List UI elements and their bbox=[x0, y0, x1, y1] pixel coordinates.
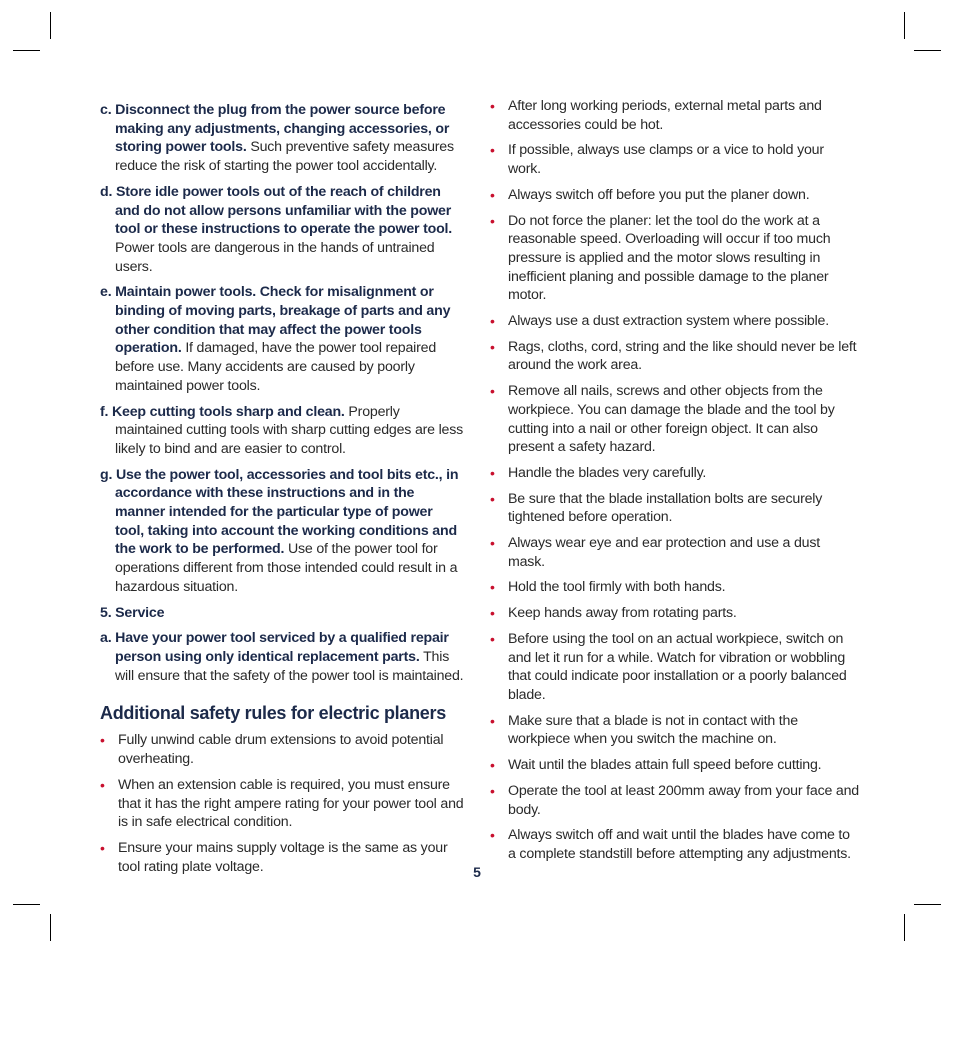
list-item-text: Always wear eye and ear protection and use a dust mask. bbox=[508, 535, 820, 570]
instruction-c-bold: c. Disconnect the plug from the power source before making any adjustments, changing accessories, or storing power tools. bbox=[100, 102, 450, 156]
list-item-text: Make sure that a blade is not in contact with the workpiece when you switch the machine on. bbox=[508, 712, 798, 748]
service-instruction-a bbox=[100, 629, 464, 685]
instruction-g bbox=[100, 466, 464, 597]
bullet-icon: • bbox=[490, 490, 495, 507]
bullet-icon: • bbox=[490, 313, 495, 330]
list-item bbox=[100, 731, 464, 768]
list-item-text: Fully unwind cable drum extensions to avoid potential overheating. bbox=[118, 732, 444, 768]
crop-mark-bottom-left-v bbox=[50, 914, 51, 941]
list-item bbox=[490, 756, 860, 775]
bullet-icon: • bbox=[490, 142, 495, 159]
bullet-icon: • bbox=[490, 186, 495, 203]
list-item-text: Before using the tool on an actual workpiece, switch on and let it run for a while. Watch for vibration or wobbling that could indicate poor installation or a poorly balanced blade. bbox=[508, 630, 847, 703]
right-bullet-list bbox=[490, 97, 860, 864]
list-item-text: Always switch off before you put the planer down. bbox=[508, 186, 810, 203]
instruction-e-text: If damaged, have the power tool repaired before use. Many accidents are caused by poorly maintained power tools. bbox=[115, 340, 437, 394]
list-item-text: When an extension cable is required, you must ensure that it has the right ampere rating for your power tool and is in safe electrical condition. bbox=[118, 776, 464, 831]
list-item-text: Always switch off and wait until the blades have come to a complete standstill before attempting any adjustments. bbox=[508, 827, 851, 862]
instruction-f bbox=[100, 403, 464, 459]
list-item bbox=[490, 578, 860, 597]
crop-mark-bottom-right-v bbox=[904, 914, 905, 941]
bullet-icon: • bbox=[490, 383, 495, 400]
list-item-text: Remove all nails, screws and other objects from the workpiece. You can damage the blade and the tool by cutting into a nail or other foreign object. It can also present a safety hazard. bbox=[508, 383, 835, 456]
left-bullet-list bbox=[100, 731, 464, 876]
list-item bbox=[490, 212, 860, 306]
right-column bbox=[490, 97, 860, 871]
section-heading: Additional safety rules for electric planers bbox=[100, 703, 446, 724]
list-item bbox=[490, 826, 860, 863]
bullet-icon: • bbox=[490, 535, 495, 552]
list-item-text: Always use a dust extraction system where possible. bbox=[508, 313, 829, 330]
instruction-e-bold: e. Maintain power tools. Check for misalignment or binding of moving parts, breakage of parts and any other condition that may affect the power tools operation. bbox=[100, 284, 451, 357]
list-item bbox=[490, 782, 860, 819]
bullet-icon: • bbox=[490, 338, 495, 355]
bullet-icon: • bbox=[490, 464, 495, 481]
list-item bbox=[490, 712, 860, 749]
service-instruction-a-bold: a. Have your power tool serviced by a qualified repair person using only identical replacement parts. bbox=[100, 630, 449, 665]
list-item bbox=[490, 464, 860, 483]
list-item-text: Hold the tool firmly with both hands. bbox=[508, 579, 726, 596]
bullet-icon: • bbox=[100, 839, 105, 856]
list-item bbox=[490, 382, 860, 457]
bullet-icon: • bbox=[490, 579, 495, 596]
bullet-icon: • bbox=[490, 712, 495, 729]
instruction-g-text: Use of the power tool for operations different from those intended could result in a hazardous situation. bbox=[115, 541, 458, 595]
instruction-c bbox=[100, 101, 464, 176]
service-instruction-a-text: This will ensure that the safety of the power tool is maintained. bbox=[115, 648, 464, 684]
page-number: 5 bbox=[473, 864, 481, 880]
instruction-d-bold: d. Store idle power tools out of the reach of children and do not allow persons unfamiliar with the power tool or these instructions to operate the power tool. bbox=[100, 183, 453, 238]
bullet-icon: • bbox=[490, 605, 495, 622]
instruction-f-bold: f. Keep cutting tools sharp and clean. bbox=[100, 403, 345, 420]
instruction-d bbox=[100, 183, 464, 277]
bullet-icon: • bbox=[100, 732, 105, 749]
list-item-text: Keep hands away from rotating parts. bbox=[508, 605, 737, 622]
list-item-text: Rags, cloths, cord, string and the like should never be left around the work area. bbox=[508, 338, 857, 374]
list-item bbox=[490, 97, 860, 134]
list-item-text: Be sure that the blade installation bolts are securely tightened before operation. bbox=[508, 490, 823, 526]
list-item-text: Wait until the blades attain full speed before cutting. bbox=[508, 757, 822, 774]
crop-mark-top-right-v bbox=[904, 12, 905, 39]
instruction-e bbox=[100, 283, 464, 395]
list-item-text: Do not force the planer: let the tool do the work at a reasonable speed. Overloading will occur if too much pressure is applied and the motor slows resulting in inefficient planing and possible damage to the planer motor. bbox=[508, 212, 831, 304]
instruction-f-text: Properly maintained cutting tools with sharp cutting edges are less likely to bind and are easier to control. bbox=[115, 403, 464, 457]
bullet-icon: • bbox=[490, 630, 495, 647]
list-item bbox=[100, 776, 464, 832]
crop-mark-top-right-h bbox=[914, 50, 941, 51]
list-item bbox=[490, 604, 860, 623]
bullet-icon: • bbox=[490, 212, 495, 229]
list-item bbox=[490, 630, 860, 705]
list-item-text: Ensure your mains supply voltage is the same as your tool rating plate voltage. bbox=[118, 839, 448, 875]
crop-mark-bottom-left-h bbox=[13, 904, 40, 905]
bullet-icon: • bbox=[490, 98, 495, 114]
list-item bbox=[490, 534, 860, 571]
list-item bbox=[490, 141, 860, 178]
list-item bbox=[490, 312, 860, 331]
list-item-text: Operate the tool at least 200mm away from your face and body. bbox=[508, 782, 859, 818]
instruction-d-text: Power tools are dangerous in the hands of untrained users. bbox=[115, 239, 435, 275]
bullet-icon: • bbox=[490, 757, 495, 774]
list-item-text: Handle the blades very carefully. bbox=[508, 464, 707, 481]
service-title: 5. Service bbox=[100, 604, 165, 621]
crop-mark-bottom-right-h bbox=[914, 904, 941, 905]
crop-mark-top-left-v bbox=[50, 12, 51, 39]
left-column bbox=[100, 101, 464, 883]
list-item-text: If possible, always use clamps or a vice to hold your work. bbox=[508, 142, 824, 178]
bullet-icon: • bbox=[100, 776, 105, 793]
instruction-g-bold: g. Use the power tool, accessories and tool bits etc., in accordance with these instructions and in the manner intended for the particular type of power tool, taking into account the working conditions and the work to be performed. bbox=[100, 466, 459, 558]
list-item-text: After long working periods, external metal parts and accessories could be hot. bbox=[508, 98, 822, 133]
crop-mark-top-left-h bbox=[13, 50, 40, 51]
list-item bbox=[490, 186, 860, 205]
list-item bbox=[490, 338, 860, 375]
list-item bbox=[490, 490, 860, 527]
instruction-c-text: Such preventive safety measures reduce the risk of starting the power tool accidentally. bbox=[115, 139, 454, 175]
bullet-icon: • bbox=[490, 827, 495, 844]
bullet-icon: • bbox=[490, 782, 495, 799]
